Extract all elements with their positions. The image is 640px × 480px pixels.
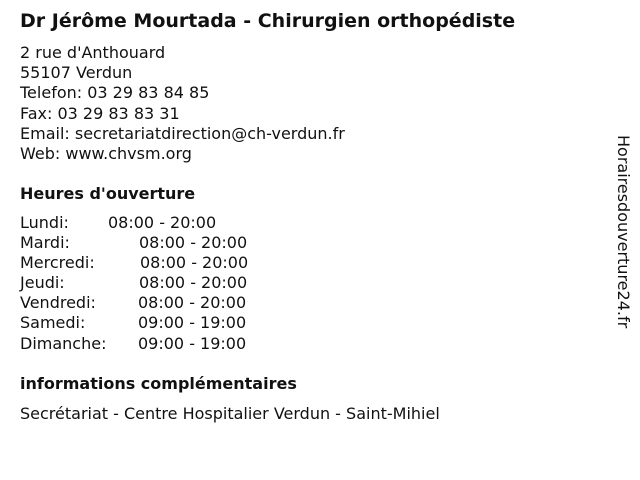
day-label: Vendredi: [20,293,96,313]
additional-info-heading: informations complémentaires [20,374,297,393]
time-range: 09:00 - 19:00 [138,333,247,353]
time-range: 08:00 - 20:00 [140,253,249,273]
time-range: 08:00 - 20:00 [139,233,248,253]
address-street: 2 rue d'Anthouard [20,43,166,62]
time-range: 08:00 - 20:00 [108,213,217,232]
page-title: Dr Jérôme Mourtada - Chirurgien orthopédiste [20,10,516,32]
additional-info-text: Secrétariat - Centre Hospitalier Verdun - Saint-Mihiel [20,404,440,423]
address-city: 55107 Verdun [20,63,133,83]
time-range: 08:00 - 20:00 [139,273,248,293]
day-label: Dimanche: [20,333,107,353]
email-address: Email: secretariatdirection@ch-verdun.fr [20,123,345,143]
website: Web: www.chvsm.org [20,144,192,164]
contact-block [20,43,345,164]
day-label: Jeudi: [20,273,65,293]
opening-hours-heading: Heures d'ouverture [20,184,196,203]
day-label: Samedi: [20,313,86,333]
day-label: Lundi: [20,213,69,232]
time-range: 08:00 - 20:00 [138,293,247,313]
day-label: Mercredi: [20,253,95,273]
site-watermark [611,135,635,375]
time-range: 09:00 - 19:00 [138,313,247,333]
watermark-text: Horairesdouverture24.fr [614,135,633,329]
phone-number: Telefon: 03 29 83 84 85 [20,83,210,103]
day-label: Mardi: [20,233,70,253]
fax-number: Fax: 03 29 83 83 31 [20,103,180,123]
